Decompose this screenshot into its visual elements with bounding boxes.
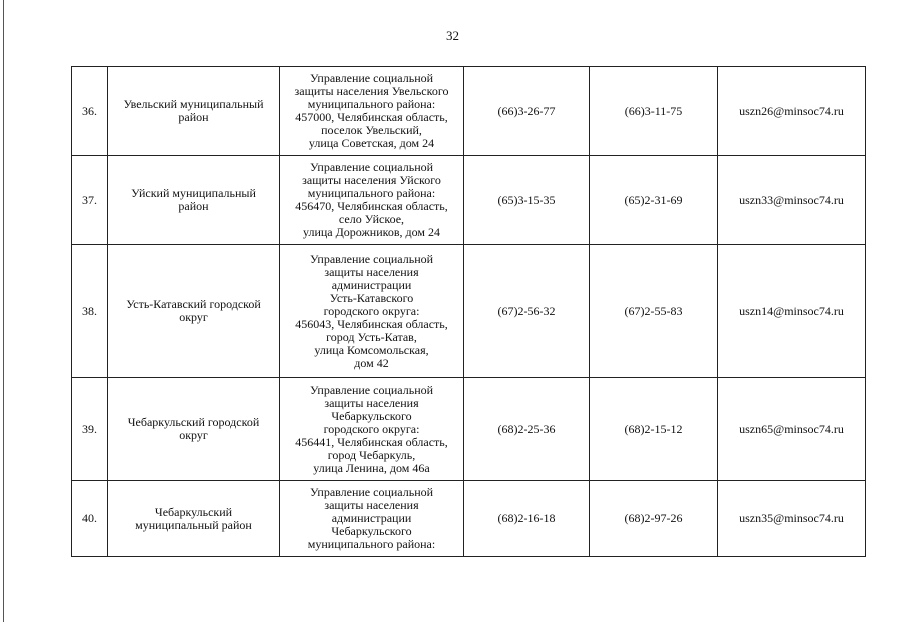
agency-contacts-table xyxy=(71,66,866,557)
table-row xyxy=(72,67,866,156)
phone-number: (68)2-16-18 xyxy=(464,481,590,557)
fax-number: (66)3-11-75 xyxy=(590,67,718,156)
row-number: 36. xyxy=(72,67,108,156)
email-address: uszn14@minsoc74.ru xyxy=(718,245,866,378)
table-row xyxy=(72,481,866,557)
municipality-name: Чебаркульский муниципальный район xyxy=(108,481,280,557)
municipality-name: Усть-Катавский городской округ xyxy=(108,245,280,378)
agency-address: Управление социальной защиты населения Чебаркульского городского округа: 456441, Челябинская область, город Чебаркуль, улица Ленина, дом 46а xyxy=(280,378,464,481)
row-number: 37. xyxy=(72,156,108,245)
fax-number: (67)2-55-83 xyxy=(590,245,718,378)
fax-number: (65)2-31-69 xyxy=(590,156,718,245)
page-number: 32 xyxy=(446,28,459,43)
municipality-name: Уйский муниципальный район xyxy=(108,156,280,245)
phone-number: (66)3-26-77 xyxy=(464,67,590,156)
email-address: uszn26@minsoc74.ru xyxy=(718,67,866,156)
table-row xyxy=(72,378,866,481)
page-left-border xyxy=(3,0,4,622)
phone-number: (67)2-56-32 xyxy=(464,245,590,378)
phone-number: (65)3-15-35 xyxy=(464,156,590,245)
municipality-name: Увельский муниципальный район xyxy=(108,67,280,156)
agency-address: Управление социальной защиты населения администрации Усть-Катавского городского округа: 456043, Челябинская область, город Усть-Катав, улица Комсомольская, дом 42 xyxy=(280,245,464,378)
row-number: 38. xyxy=(72,245,108,378)
agency-address: Управление социальной защиты населения администрации Чебаркульского муниципального района: xyxy=(280,481,464,557)
municipality-name: Чебаркульский городской округ xyxy=(108,378,280,481)
agency-address: Управление социальной защиты населения Увельского муниципального района: 457000, Челябинская область, поселок Увельский, улица Советская, дом 24 xyxy=(280,67,464,156)
email-address: uszn35@minsoc74.ru xyxy=(718,481,866,557)
table-row xyxy=(72,245,866,378)
agency-address: Управление социальной защиты населения Уйского муниципального района: 456470, Челябинская область, село Уйское, улица Дорожников, дом 24 xyxy=(280,156,464,245)
email-address: uszn65@minsoc74.ru xyxy=(718,378,866,481)
row-number: 40. xyxy=(72,481,108,557)
table-row xyxy=(72,156,866,245)
phone-number: (68)2-25-36 xyxy=(464,378,590,481)
fax-number: (68)2-97-26 xyxy=(590,481,718,557)
email-address: uszn33@minsoc74.ru xyxy=(718,156,866,245)
fax-number: (68)2-15-12 xyxy=(590,378,718,481)
row-number: 39. xyxy=(72,378,108,481)
